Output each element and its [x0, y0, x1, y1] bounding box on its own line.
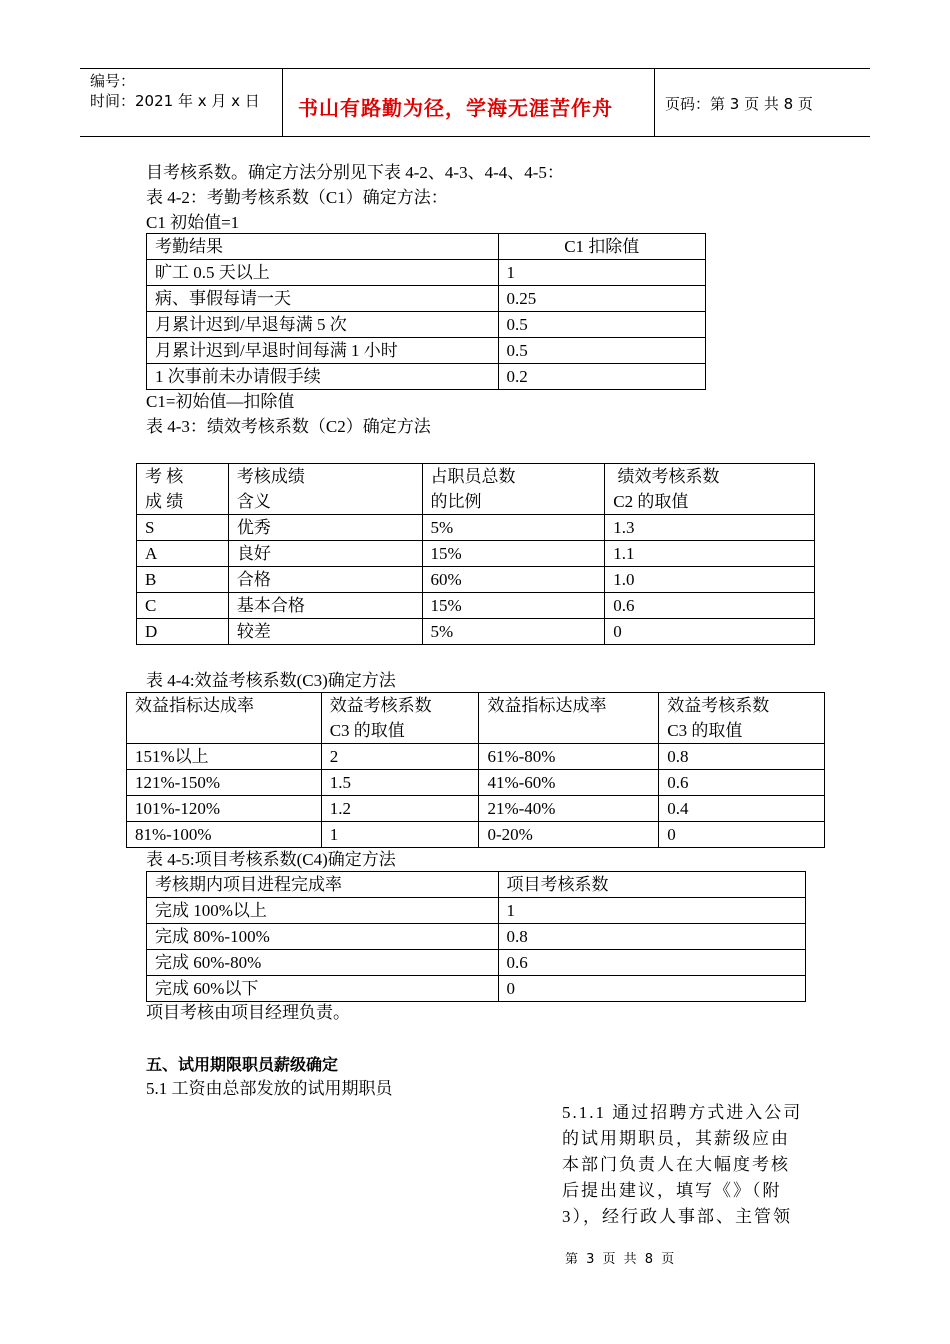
table-cell: 60%: [422, 567, 605, 593]
table-header-cell: 考勤结果: [147, 234, 499, 260]
table-cell: 0-20%: [479, 822, 659, 848]
table-row: [137, 593, 815, 619]
table-row: [127, 796, 825, 822]
header-divider-right: [654, 68, 655, 136]
table-cell: 1.5: [321, 770, 479, 796]
header-page-label: 页码：第 3 页 共 8 页: [665, 95, 813, 113]
table-cell: 0: [498, 976, 805, 1002]
table-cell: 0.6: [498, 950, 805, 976]
table-cell: 0.6: [659, 770, 825, 796]
table-cell: 0.6: [605, 593, 815, 619]
header-bottom-rule: [80, 136, 870, 137]
table-cell: 1.3: [605, 515, 815, 541]
table-header-cell: 考 核 成 绩: [137, 464, 229, 515]
table-row: [137, 541, 815, 567]
table-cell: C: [137, 593, 229, 619]
table-header-cell: 项目考核系数: [498, 872, 805, 898]
table-cell: A: [137, 541, 229, 567]
table-cell: 完成 60%以下: [147, 976, 499, 1002]
table-4-5-note: 项目考核由项目经理负责。: [146, 1003, 350, 1022]
table-cell: 1: [498, 898, 805, 924]
table-cell: 优秀: [228, 515, 422, 541]
table-cell: S: [137, 515, 229, 541]
table-row: [147, 924, 806, 950]
c1-formula-text: C1=初始值—扣除值: [146, 392, 295, 411]
table-cell: 1.2: [321, 796, 479, 822]
table-row: [147, 898, 806, 924]
table-cell: 1: [321, 822, 479, 848]
table-cell: 完成 60%-80%: [147, 950, 499, 976]
table-cell: 21%-40%: [479, 796, 659, 822]
table-cell: 合格: [228, 567, 422, 593]
table-header-cell: 效益考核系数 C3 的取值: [321, 693, 479, 744]
table-row: [127, 822, 825, 848]
table-4-5: [146, 871, 806, 1002]
table-4-4: [126, 692, 825, 848]
header-motto: 书山有路勤为径，学海无涯苦作舟: [298, 96, 613, 120]
table-cell: 月累计迟到/早退每满 5 次: [147, 312, 499, 338]
table-cell: 15%: [422, 593, 605, 619]
table-row: [127, 744, 825, 770]
table-row: [137, 619, 815, 645]
table-cell: 1 次事前未办请假手续: [147, 364, 499, 390]
table-cell: 1.0: [605, 567, 815, 593]
table-cell: 0.8: [498, 924, 805, 950]
table-row: [147, 976, 806, 1002]
header-number-label: 编号：: [90, 72, 136, 90]
table-header-cell: 考核期内项目进程完成率: [147, 872, 499, 898]
table-header-cell: 占职员总数 的比例: [422, 464, 605, 515]
table-header-cell: 考核成绩 含义: [228, 464, 422, 515]
table-header-row: [147, 872, 806, 898]
c1-initial-text: C1 初始值=1: [146, 213, 240, 232]
section-5-1-heading: 5.1 工资由总部发放的试用期职员: [146, 1079, 393, 1098]
table-cell: 1: [498, 260, 705, 286]
table-header-cell: 绩效考核系数 C2 的取值: [605, 464, 815, 515]
table-header-cell: 效益考核系数 C3 的取值: [659, 693, 825, 744]
table-row: [147, 950, 806, 976]
header-divider-left: [282, 68, 283, 136]
table-cell: 0: [659, 822, 825, 848]
table-cell: 良好: [228, 541, 422, 567]
table-row: [137, 567, 815, 593]
table-cell: 0.8: [659, 744, 825, 770]
table-cell: 0.2: [498, 364, 705, 390]
table-cell: 5%: [422, 515, 605, 541]
footer-page-number: 第 3 页 共 8 页: [565, 1252, 677, 1267]
table-4-4-caption: 表 4-4:效益考核系数(C3)确定方法: [146, 671, 396, 690]
table-cell: 15%: [422, 541, 605, 567]
header-time-label: 时间：2021 年 x 月 x 日: [90, 92, 260, 110]
table-cell: 0: [605, 619, 815, 645]
table-cell: 41%-60%: [479, 770, 659, 796]
table-cell: 5%: [422, 619, 605, 645]
table-row: [147, 364, 706, 390]
table-cell: 完成 100%以上: [147, 898, 499, 924]
table-4-2: [146, 233, 706, 390]
table-cell: 2: [321, 744, 479, 770]
table-row: [127, 770, 825, 796]
table-cell: 61%-80%: [479, 744, 659, 770]
table-header-row: [147, 234, 706, 260]
table-cell: 101%-120%: [127, 796, 322, 822]
table-row: [147, 260, 706, 286]
table-cell: D: [137, 619, 229, 645]
table-cell: 81%-100%: [127, 822, 322, 848]
section-5-title: 五、试用期限职员薪级确定: [146, 1055, 339, 1074]
table-4-3-caption: 表 4-3：绩效考核系数（C2）确定方法: [146, 417, 431, 436]
table-header-cell: 效益指标达成率: [479, 693, 659, 744]
table-header-row: [127, 693, 825, 744]
table-cell: 病、事假每请一天: [147, 286, 499, 312]
table-cell: 151%以上: [127, 744, 322, 770]
table-header-cell: 效益指标达成率: [127, 693, 322, 744]
table-4-2-caption: 表 4-2：考勤考核系数（C1）确定方法：: [146, 188, 448, 207]
table-cell: 月累计迟到/早退时间每满 1 小时: [147, 338, 499, 364]
table-row: [147, 286, 706, 312]
header-top-rule: [80, 68, 870, 69]
table-cell: 完成 80%-100%: [147, 924, 499, 950]
intro-text: 目考核系数。确定方法分别见下表 4-2、4-3、4-4、4-5：: [146, 163, 564, 182]
table-cell: 0.25: [498, 286, 705, 312]
table-cell: 1.1: [605, 541, 815, 567]
table-cell: 0.5: [498, 338, 705, 364]
table-cell: 旷工 0.5 天以上: [147, 260, 499, 286]
paragraph-5-1-1: 5.1.1 通过招聘方式进入公司 的试用期职员，其薪级应由 本部门负责人在大幅度考核 后提出建议，填写《》（附 3），经行政人事部、主管领: [562, 1103, 803, 1226]
table-cell: B: [137, 567, 229, 593]
table-row: [137, 515, 815, 541]
table-4-3: [136, 463, 815, 645]
table-header-cell: C1 扣除值: [498, 234, 705, 260]
table-cell: 较差: [228, 619, 422, 645]
table-row: [147, 312, 706, 338]
table-cell: 0.4: [659, 796, 825, 822]
table-cell: 0.5: [498, 312, 705, 338]
table-row: [147, 338, 706, 364]
table-cell: 121%-150%: [127, 770, 322, 796]
table-header-row: [137, 464, 815, 515]
table-4-5-caption: 表 4-5:项目考核系数(C4)确定方法: [146, 850, 396, 869]
table-cell: 基本合格: [228, 593, 422, 619]
